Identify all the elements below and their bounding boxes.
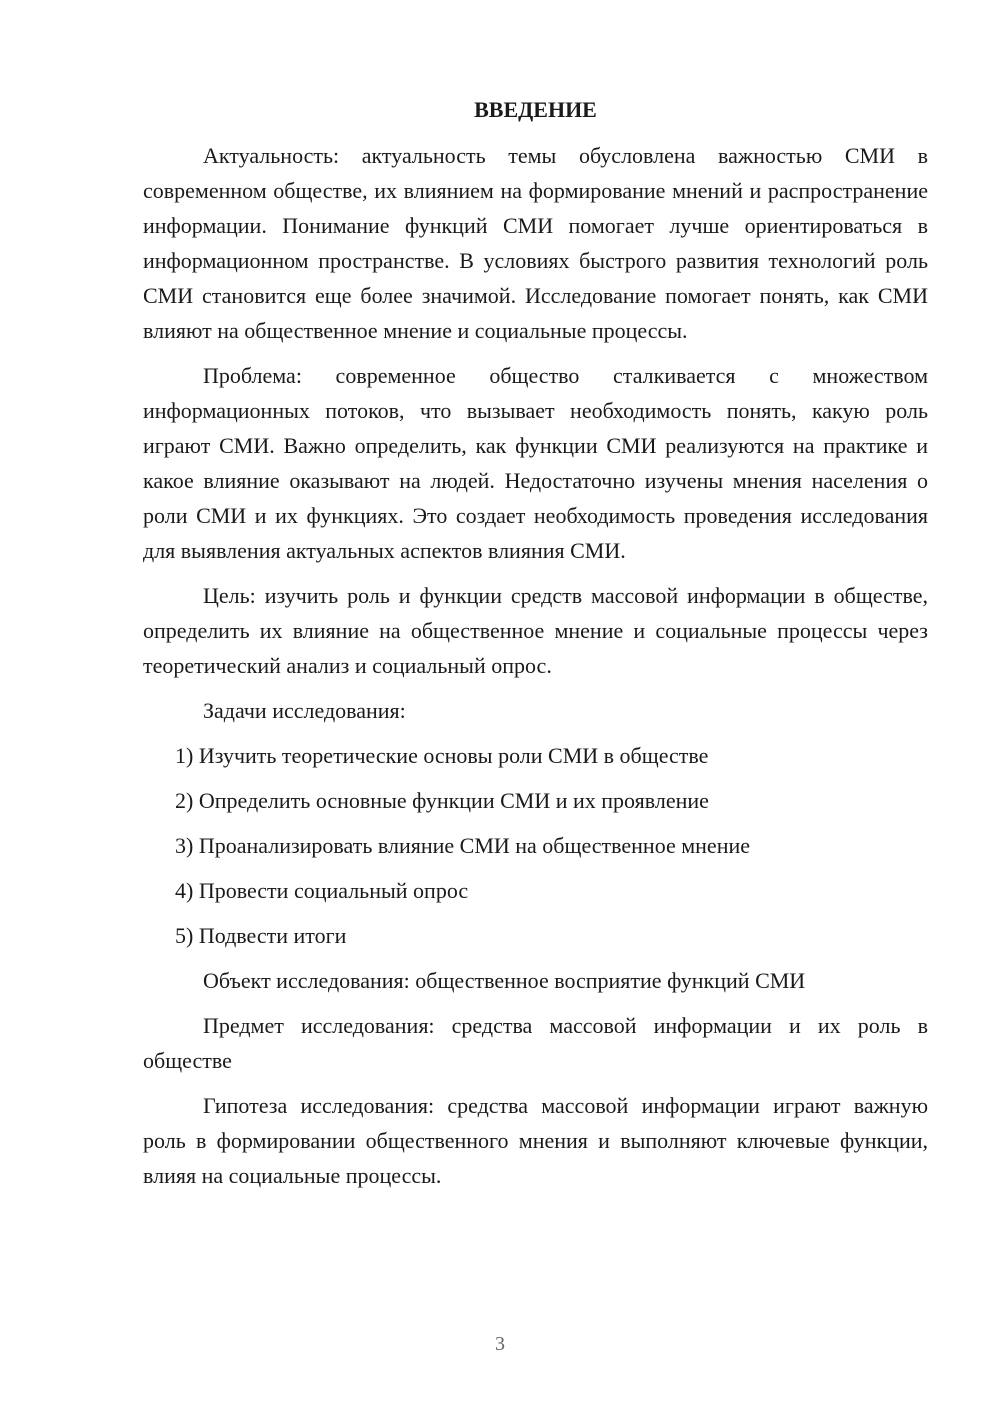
hypothesis-paragraph: Гипотеза исследования: средства массовой информации играют важную роль в формировании общественного мнения и выполняют ключевые функции, влияя на социальные процессы.	[143, 1093, 928, 1188]
tasks-list	[143, 738, 928, 953]
page-content	[143, 92, 928, 1203]
subject-paragraph: Предмет исследования: средства массовой информации и их роль в обществе	[143, 1013, 928, 1073]
task-item-3: 3) Проанализировать влияние СМИ на общественное мнение	[175, 833, 751, 858]
goal-paragraph: Цель: изучить роль и функции средств массовой информации в обществе, определить их влияние на общественное мнение и социальные процессы через теоретический анализ и социальный опрос.	[143, 583, 928, 678]
tasks-heading: Задачи исследования:	[203, 698, 406, 723]
task-item-5: 5) Подвести итоги	[175, 923, 347, 948]
task-item-2: 2) Определить основные функции СМИ и их проявление	[175, 788, 709, 813]
page-number: 3	[495, 1333, 505, 1355]
problem-paragraph: Проблема: современное общество сталкивается с множеством информационных потоков, что вызывает необходимость понять, какую роль играют СМИ. Важно определить, как функции СМИ реализуются на практике и какое влияние оказывают на людей. Недостаточно изучены мнения населения о роли СМИ и их функциях. Это создает необходимость проведения исследования для выявления актуальных аспектов влияния СМИ.	[143, 363, 928, 563]
task-item-4: 4) Провести социальный опрос	[175, 878, 469, 903]
object-paragraph: Объект исследования: общественное восприятие функций СМИ	[203, 968, 806, 993]
section-title: ВВЕДЕНИЕ	[474, 97, 597, 122]
relevance-paragraph: Актуальность: актуальность темы обусловлена важностью СМИ в современном обществе, их влиянием на формирование мнений и распространение информации. Понимание функций СМИ помогает лучше ориентироваться в информационном пространстве. В условиях быстрого развития технологий роль СМИ становится еще более значимой. Исследование помогает понять, как СМИ влияют на общественное мнение и социальные процессы.	[143, 143, 928, 343]
task-item-1: 1) Изучить теоретические основы роли СМИ в обществе	[175, 743, 709, 768]
